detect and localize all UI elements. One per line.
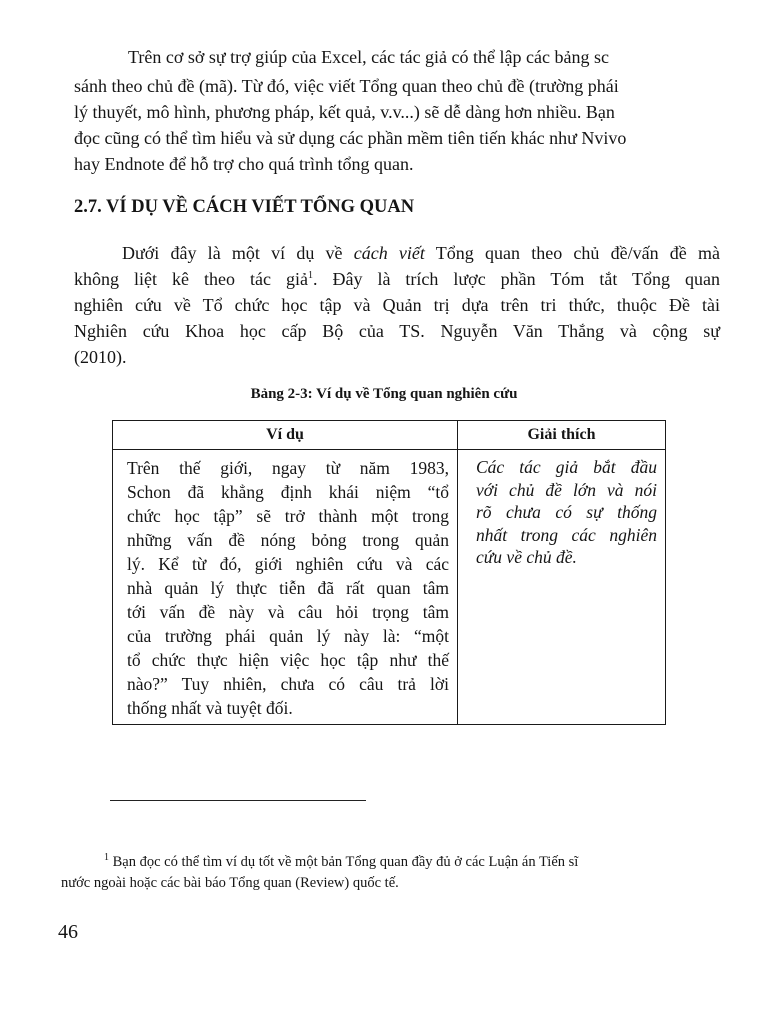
body-line-2-prefix: không liệt kê theo tác giả [74,269,308,289]
header-explanation: Giải thích [458,421,666,450]
intro-line-5: hay Endnote để hỗ trợ cho quá trình tổng quan. [74,154,414,174]
explanation-line: với chủ đề lớn và nói [476,479,657,500]
page-number: 46 [58,921,78,943]
body-line-3: nghiên cứu về Tổ chức học tập và Quản trị dựa trên tri thức, thuộc Đề tài [74,295,720,315]
example-line: chức học tập” sẽ trở thành một trong [127,506,449,526]
example-line: Schon đã khẳng định khái niệm “tổ [127,482,449,502]
example-line: thống nhất và tuyệt đối. [127,698,293,718]
body-line-5: (2010). [74,347,127,367]
intro-line-4: đọc cũng có thể tìm hiểu và sử dụng các phần mềm tiên tiến khác như Nvivo [74,128,627,148]
example-line: tới vấn đề này và câu hỏi trọng tâm [127,602,449,622]
body-line-2 [74,268,720,290]
intro-line-1: Trên cơ sở sự trợ giúp của Excel, các tác giả có thể lập các bảng sc [128,47,609,67]
footnote-line-1 [104,852,578,872]
explanation-line: nhất trong các nghiên [476,524,657,545]
intro-line-2: sánh theo chủ đề (mã). Từ đó, việc viết Tổng quan theo chủ đề (trường phái [74,76,619,96]
table-header-row [113,421,666,450]
table-caption: Bảng 2-3: Ví dụ về Tổng quan nghiên cứu [250,386,518,402]
footnote-separator [110,800,366,801]
example-line: tổ chức thực hiện việc học tập như thế [127,650,449,670]
example-line: những vấn đề nóng bỏng trong quản [127,530,449,550]
footnote-mark: 1 [104,852,109,864]
example-line: nhà quản lý thực tiễn đã rất quan tâm [127,578,449,598]
body-line-1 [122,242,720,264]
footnote-ref-mark: 1 [307,270,313,281]
footnote-line-2: nước ngoài hoặc các bài báo Tổng quan (Review) quốc tế. [61,875,399,891]
footnote-text-1: Bạn đọc có thể tìm ví dụ tốt về một bản Tổng quan đầy đủ ở các Luận án Tiến sĩ [109,854,579,870]
explanation-line: Các tác giả bắt đầu [476,457,657,477]
example-line: nào?” Tuy nhiên, chưa có câu trả lời [127,674,449,694]
body-line-1-italic: cách viết [353,243,425,263]
intro-line-3: lý thuyết, mô hình, phương pháp, kết quả, v.v...) sẽ dễ dàng hơn nhiều. Bạn [74,102,615,122]
table-row [113,450,666,725]
explanation-line: rõ chưa có sự thống [476,502,657,522]
section-heading: 2.7. VÍ DỤ VỀ CÁCH VIẾT TỔNG QUAN [74,197,415,217]
header-example: Ví dụ [113,421,458,450]
explanation-line: cứu về chủ đề. [476,547,577,567]
example-cell [113,450,458,725]
body-line-4: Nghiên cứu Khoa học cấp Bộ của TS. Nguyễn Văn Thắng và cộng sự [74,321,720,341]
explanation-cell [458,450,666,725]
example-table [112,420,666,725]
example-line: Trên thế giới, ngay từ năm 1983, [127,458,449,478]
body-line-2-suffix: . Đây là trích lược phần Tóm tắt Tổng quan [312,269,720,289]
example-line: của trường phái quản lý này là: “một [127,626,449,646]
example-line: lý. Kể từ đó, giới nghiên cứu và các [127,554,449,574]
body-line-1-prefix: Dưới đây là một ví dụ về [122,243,354,263]
body-line-1-suffix: Tổng quan theo chủ đề/vấn đề mà [424,243,720,263]
